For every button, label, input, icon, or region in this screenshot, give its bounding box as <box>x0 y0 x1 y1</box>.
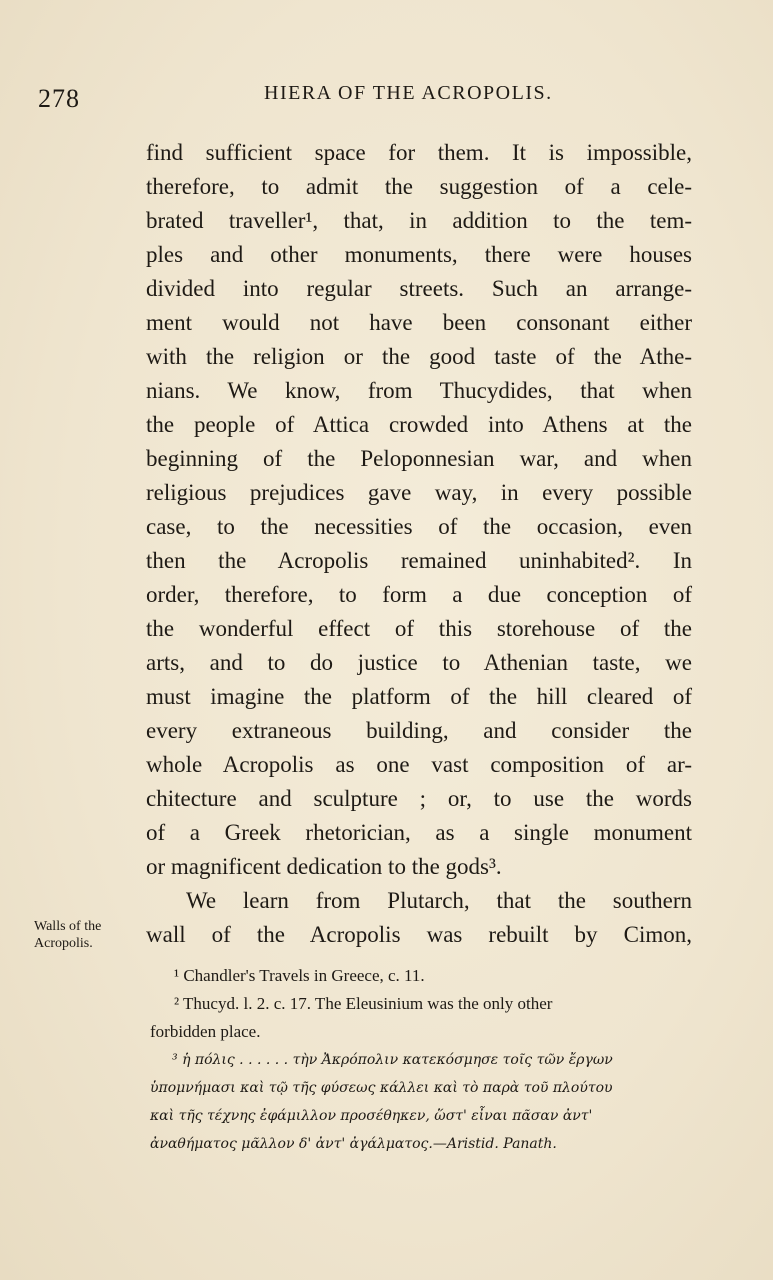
page-number: 278 <box>38 84 80 113</box>
body-text <box>146 136 692 952</box>
margin-note <box>34 918 101 952</box>
running-title: HIERA OF THE ACROPOLIS. <box>264 82 553 104</box>
text-line: find sufficient space for them. It is impossible, <box>146 140 692 165</box>
footnote-3-continued: ἀναθήματος μᾶλλον δ' ἀντ' ἀγάλματος.—Aristid. Panath. <box>150 1136 557 1152</box>
text-line: arts, and to do justice to Athenian taste, we <box>146 650 692 675</box>
margin-note-line: Walls of the <box>34 919 102 934</box>
footnotes <box>150 962 694 1158</box>
text-line: beginning of the Peloponnesian war, and when <box>146 446 692 471</box>
footnote-2: ² Thucyd. l. 2. c. 17. The Eleusinium was the only other <box>174 994 553 1013</box>
text-line: every extraneous building, and consider the <box>146 718 692 743</box>
text-line: ples and other monuments, there were houses <box>146 242 692 267</box>
text-line: then the Acropolis remained uninhabited². In <box>146 548 692 573</box>
margin-note-line: Acropolis. <box>34 936 93 951</box>
text-line: or magnificent dedication to the gods³. <box>146 854 502 879</box>
text-line: therefore, to admit the suggestion of a cele- <box>146 174 692 199</box>
footnote-3-continued: καὶ τῆς τέχνης ἐφάμιλλον προσέθηκεν, ὥστ' εἶναι πᾶσαν ἀντ' <box>150 1108 593 1124</box>
text-line: whole Acropolis as one vast composition of ar- <box>146 752 692 777</box>
text-line: of a Greek rhetorician, as a single monument <box>146 820 692 845</box>
footnote-3: ³ ἡ πόλις . . . . . . τὴν Ἀκρόπολιν κατεκόσμησε τοῖς τῶν ἔργων <box>172 1052 613 1068</box>
text-line: wall of the Acropolis was rebuilt by Cimon, <box>146 922 692 947</box>
text-line: We learn from Plutarch, that the southern <box>186 888 692 913</box>
footnote-3-continued: ὑπομνήμασι καὶ τῷ τῆς φύσεως κάλλει καὶ τὸ παρὰ τοῦ πλούτου <box>150 1080 613 1096</box>
footnote-1: ¹ Chandler's Travels in Greece, c. 11. <box>174 966 425 985</box>
text-line: with the religion or the good taste of the Athe- <box>146 344 692 369</box>
text-line: brated traveller¹, that, in addition to the tem- <box>146 208 692 233</box>
text-line: nians. We know, from Thucydides, that when <box>146 378 692 403</box>
text-line: must imagine the platform of the hill cleared of <box>146 684 692 709</box>
footnote-2-continued: forbidden place. <box>150 1022 261 1041</box>
text-line: divided into regular streets. Such an arrange- <box>146 276 692 301</box>
text-line: ment would not have been consonant either <box>146 310 692 335</box>
text-line: the wonderful effect of this storehouse of the <box>146 616 692 641</box>
text-line: case, to the necessities of the occasion, even <box>146 514 692 539</box>
text-line: order, therefore, to form a due conception of <box>146 582 692 607</box>
text-line: religious prejudices gave way, in every possible <box>146 480 692 505</box>
text-line: the people of Attica crowded into Athens at the <box>146 412 692 437</box>
text-line: chitecture and sculpture ; or, to use the words <box>146 786 692 811</box>
